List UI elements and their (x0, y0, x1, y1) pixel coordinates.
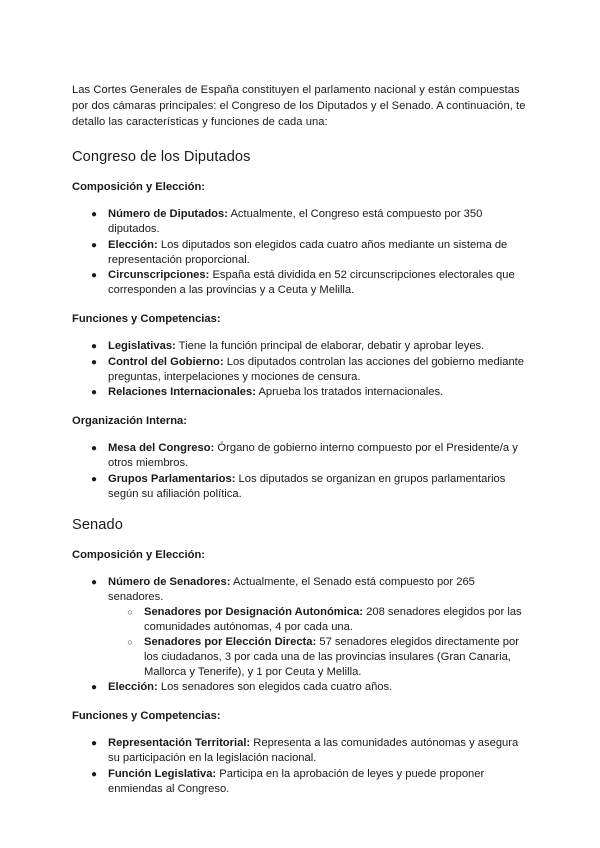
list-item (90, 472, 528, 502)
item-label: Mesa del Congreso: (108, 442, 215, 454)
subsection-heading: Composición y Elección: (72, 548, 206, 561)
bullet-icon: ● (90, 209, 98, 220)
subsection-heading: Funciones y Competencias: (72, 313, 221, 325)
item-label: Relaciones Internacionales: (108, 386, 256, 398)
bullet-list (72, 207, 528, 298)
hollow-bullet-icon: ○ (127, 636, 133, 647)
subsection (72, 312, 528, 400)
item-label: Elección: (108, 238, 158, 251)
item-label: Función Legislativa: (108, 767, 217, 780)
item-text: 57 senadores elegidos directamente por los ciudadanos, 3 por cada una de las provincias insulares (Gran Canaria, Mallorca y Tenerife), y 1 por Ceuta y Melilla. (144, 635, 519, 678)
item-label: Representación Territorial: (108, 737, 251, 749)
subsection (72, 548, 528, 696)
section-heading: Senado (72, 516, 123, 533)
bullet-icon: ● (90, 443, 98, 454)
bullet-icon: ● (90, 239, 98, 251)
bullet-icon: ● (90, 768, 98, 780)
bullet-icon: ● (90, 682, 98, 693)
list-item (90, 355, 528, 385)
bullet-icon: ● (90, 270, 98, 281)
item-text: Actualmente, el Senado está compuesto por 265 senadores. (108, 575, 475, 603)
item-text: Participa en la aprobación de leyes y puede proponer enmiendas al Congreso. (108, 767, 485, 795)
bullet-list (72, 339, 528, 400)
item-label: Control del Gobierno: (108, 355, 224, 368)
item-label: Número de Diputados: (108, 208, 228, 220)
item-label: Número de Senadores: (108, 575, 231, 588)
list-item (90, 767, 528, 797)
list-item (90, 441, 528, 471)
subsection-heading: Organización Interna: (72, 415, 187, 427)
item-text: Representa a las comunidades autónomas y asegura su participación en la legislación nacional. (108, 737, 519, 764)
item-text: Actualmente, el Congreso está compuesto por 350 diputados. (108, 208, 483, 235)
subsection (72, 180, 528, 298)
bullet-list (72, 736, 528, 797)
section (72, 148, 528, 502)
sub-list-item (127, 635, 528, 680)
item-text: Órgano de gobierno interno compuesto por el Presidente/a y otros miembros. (108, 442, 518, 469)
bullet-icon: ● (90, 387, 98, 398)
list-item (90, 385, 528, 400)
item-label: Senadores por Elección Directa: (144, 635, 317, 648)
sub-bullet-list (108, 605, 528, 680)
list-item (90, 680, 528, 695)
bullet-icon: ● (90, 473, 98, 485)
bullet-icon: ● (90, 576, 98, 588)
bullet-icon: ● (90, 341, 98, 352)
hollow-bullet-icon: ○ (127, 606, 133, 617)
item-text: 208 senadores elegidos por las comunidades autónomas, 4 por cada una. (144, 605, 522, 633)
subsection-heading: Composición y Elección: (72, 181, 206, 193)
list-item (90, 736, 528, 766)
document-body (72, 148, 528, 797)
item-text: Los senadores son elegidos cada cuatro años. (157, 681, 393, 693)
intro-paragraph: Las Cortes Generales de España constituyen el parlamento nacional y están compuestas por dos cámaras principales: el Congreso de los Diputados y el Senado. A continuación, te detallo las características y funciones de cada una: (72, 84, 526, 128)
item-text: Los diputados controlan las acciones del gobierno mediante preguntas, interpelaciones y mociones de censura. (108, 355, 525, 383)
list-item (90, 268, 528, 298)
list-item (90, 238, 528, 268)
item-text: Los diputados se organizan en grupos parlamentarios según su afiliación política. (108, 472, 506, 500)
sub-list-item (127, 605, 528, 635)
item-text: Aprueba los tratados internacionales. (255, 386, 444, 398)
section-heading: Congreso de los Diputados (72, 149, 251, 165)
item-text: España está dividida en 52 circunscripciones electorales que corresponden a las provincias y a Ceuta y Melilla. (108, 269, 515, 296)
bullet-list (72, 575, 528, 696)
list-item (90, 207, 528, 237)
section (72, 516, 528, 797)
subsection-heading: Funciones y Competencias: (72, 710, 221, 722)
bullet-list (72, 441, 528, 502)
item-label: Legislativas: (108, 340, 176, 352)
list-item (90, 575, 528, 680)
list-item (90, 339, 528, 354)
bullet-icon: ● (90, 356, 98, 368)
item-text: Los diputados son elegidos cada cuatro años mediante un sistema de representación proporcional. (108, 238, 508, 266)
subsection (72, 709, 528, 797)
item-label: Circunscripciones: (108, 269, 210, 281)
item-label: Senadores por Designación Autonómica: (144, 605, 364, 618)
item-label: Grupos Parlamentarios: (108, 472, 236, 485)
bullet-icon: ● (90, 738, 98, 749)
subsection (72, 414, 528, 502)
item-label: Elección: (108, 681, 158, 693)
item-text: Tiene la función principal de elaborar, debatir y aprobar leyes. (175, 340, 485, 352)
